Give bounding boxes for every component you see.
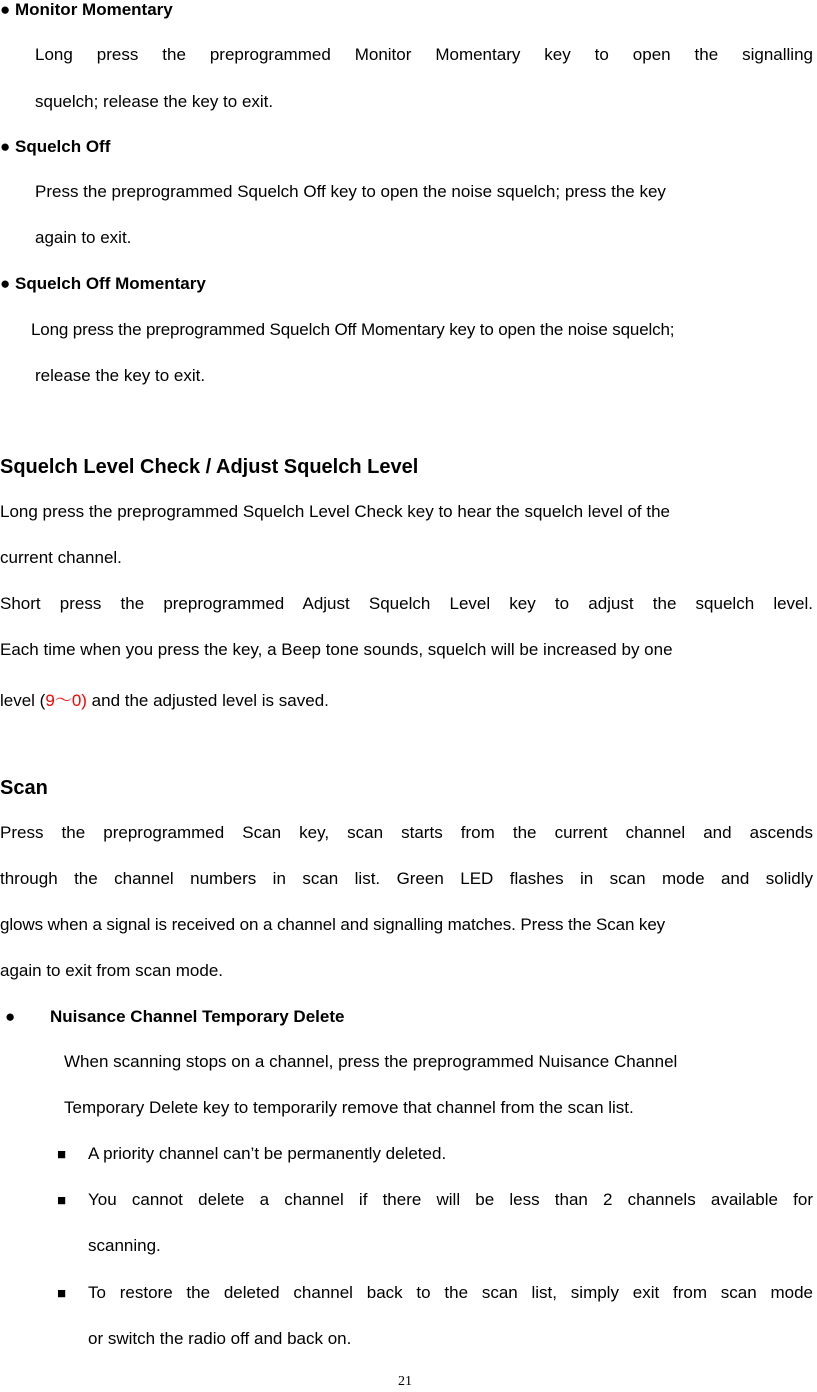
note-3-line2: or switch the radio off and back on. bbox=[88, 1329, 352, 1348]
squelch-level-p2-line3 bbox=[0, 686, 329, 711]
squelch-off-text-line1: Press the preprogrammed Squelch Off key to open the noise squelch; press the key bbox=[35, 182, 666, 201]
squelch-off-heading: ● Squelch Off bbox=[0, 137, 111, 156]
nuisance-text-line2: Temporary Delete key to temporarily remove that channel from the scan list. bbox=[64, 1098, 634, 1117]
note-2-line2: scanning. bbox=[88, 1236, 161, 1255]
scan-text-line3: glows when a signal is received on a channel and signalling matches. Press the Scan key bbox=[0, 915, 666, 934]
squelch-level-p1-line2: current channel. bbox=[0, 548, 122, 567]
squelch-level-section-title: Squelch Level Check / Adjust Squelch Level bbox=[0, 456, 419, 478]
note-1-line1: A priority channel can’t be permanently deleted. bbox=[88, 1144, 447, 1163]
page-number: 21 bbox=[398, 1374, 412, 1389]
squelch-off-momentary-text-line2: release the key to exit. bbox=[35, 366, 206, 385]
nuisance-heading: Nuisance Channel Temporary Delete bbox=[50, 1007, 345, 1026]
scan-section-title: Scan bbox=[0, 777, 48, 799]
note-square-icon: ■ bbox=[57, 1146, 67, 1163]
monitor-momentary-text-line2: squelch; release the key to exit. bbox=[35, 92, 274, 111]
scan-text-line4: again to exit from scan mode. bbox=[0, 961, 224, 980]
nuisance-text-line1: When scanning stops on a channel, press the preprogrammed Nuisance Channel bbox=[64, 1052, 678, 1071]
squelch-level-p2-line2: Each time when you press the key, a Beep tone sounds, squelch will be increased by one bbox=[0, 640, 673, 659]
note-2-line1: You cannot delete a channel if there will be less than 2 channels available for bbox=[88, 1190, 813, 1209]
monitor-momentary-text-line1: Long press the preprogrammed Monitor Momentary key to open the signalling bbox=[35, 45, 813, 64]
level-text-suffix: and the adjusted level is saved. bbox=[86, 691, 329, 710]
monitor-momentary-heading: ● Monitor Momentary bbox=[0, 0, 173, 19]
squelch-off-momentary-text-line1: Long press the preprogrammed Squelch Off Momentary key to open the noise squelch; bbox=[31, 320, 675, 339]
squelch-level-p1-line1: Long press the preprogrammed Squelch Level Check key to hear the squelch level of the bbox=[0, 502, 671, 521]
note-3-line1: To restore the deleted channel back to the scan list, simply exit from scan mode bbox=[88, 1283, 813, 1302]
squelch-level-range: 9～0) bbox=[45, 691, 87, 710]
squelch-level-p2-line1: Short press the preprogrammed Adjust Squelch Level key to adjust the squelch level. bbox=[0, 594, 813, 613]
squelch-off-text-line2: again to exit. bbox=[35, 228, 132, 247]
scan-text-line1: Press the preprogrammed Scan key, scan starts from the current channel and ascends bbox=[0, 823, 813, 842]
scan-text-line2: through the channel numbers in scan list. Green LED flashes in scan mode and solidly bbox=[0, 869, 813, 888]
squelch-off-momentary-heading: ● Squelch Off Momentary bbox=[0, 274, 206, 293]
nuisance-bullet: ● bbox=[5, 1007, 16, 1026]
note-square-icon: ■ bbox=[57, 1285, 67, 1302]
note-square-icon: ■ bbox=[57, 1192, 67, 1209]
level-text-prefix: level ( bbox=[0, 691, 46, 710]
